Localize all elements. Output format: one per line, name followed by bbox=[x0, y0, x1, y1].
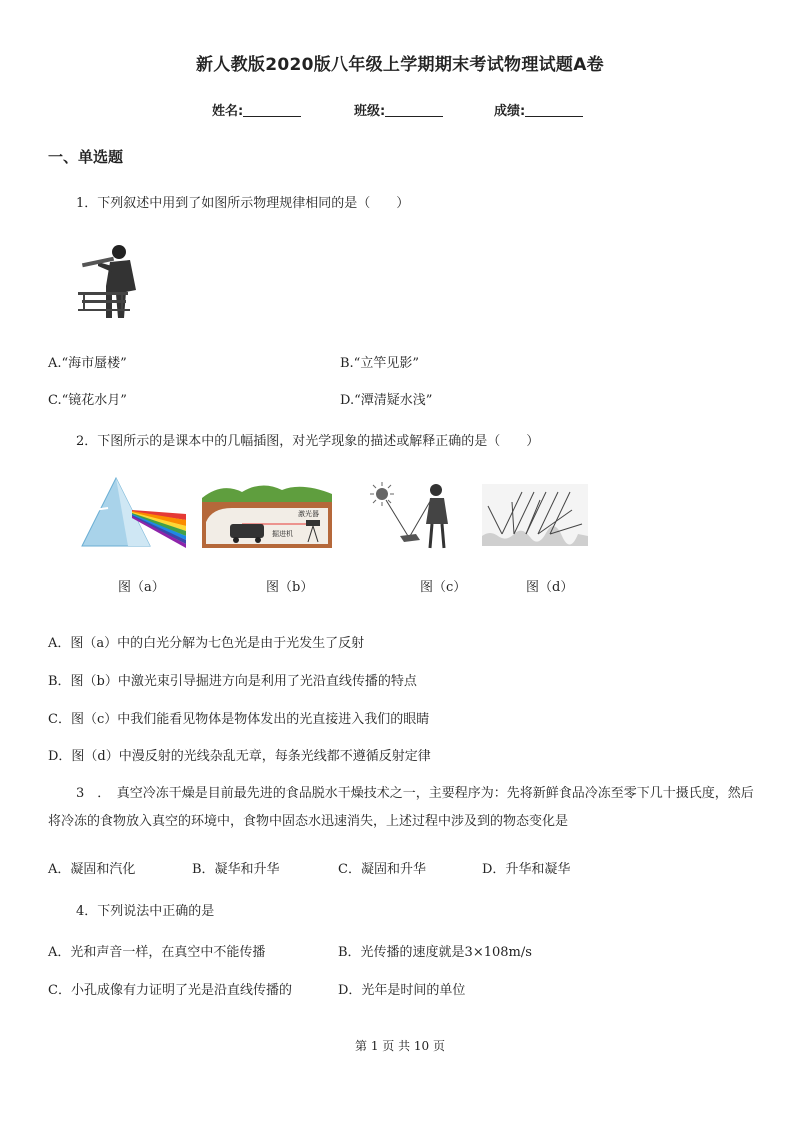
class-blank bbox=[385, 104, 443, 117]
q2-fig-b-tunnel-laser bbox=[202, 478, 332, 548]
section-heading: 一、单选题 bbox=[48, 148, 124, 166]
q3-option-c: C．凝固和升华 bbox=[338, 862, 426, 877]
q2-fig-d-diffuse-reflection bbox=[482, 484, 588, 546]
score-field bbox=[494, 100, 583, 119]
name-blank bbox=[243, 104, 301, 117]
q4-option-b: B．光传播的速度就是3×108m/s bbox=[338, 945, 532, 960]
q2-stem: 2．下图所示的是课本中的几幅插图，对光学现象的描述或解释正确的是（ ） bbox=[76, 434, 540, 449]
q2-option-a: A．图（a）中的白光分解为七色光是由于光发生了反射 bbox=[48, 636, 365, 651]
q1-option-a: A.“海市蜃楼” bbox=[48, 356, 127, 371]
score-blank bbox=[525, 104, 583, 117]
q2-option-b: B．图（b）中激光束引导掘进方向是利用了光沿直线传播的特点 bbox=[48, 674, 417, 689]
q2-fig-a-label: 图（a） bbox=[118, 580, 165, 595]
q3-stem: 3 ． 真空冷冻干燥是目前最先进的食品脱水干燥技术之一，主要程序为：先将新鲜食品冷冻至零下几十摄氏度，然后将冷冻的食物放入真空的环境中，食物中固态水迅速消失，上述过程中涉及到的物态变化是 bbox=[48, 786, 754, 829]
q2-option-c: C．图（c）中我们能看见物体是物体发出的光直接进入我们的眼睛 bbox=[48, 712, 430, 727]
q4-option-a: A．光和声音一样，在真空中不能传播 bbox=[48, 945, 266, 960]
q1-stem: 1．下列叙述中用到了如图所示物理规律相同的是（ ） bbox=[76, 196, 410, 211]
q4-option-c: C．小孔成像有力证明了光是沿直线传播的 bbox=[48, 983, 292, 998]
score-label: 成绩: bbox=[494, 104, 526, 119]
class-field bbox=[354, 100, 443, 119]
q4-option-d: D．光年是时间的单位 bbox=[338, 983, 466, 998]
q2-fig-d-label: 图（d） bbox=[526, 580, 574, 595]
class-label: 班级: bbox=[354, 104, 386, 119]
q2-option-d: D．图（d）中漫反射的光线杂乱无章，每条光线都不遵循反射定律 bbox=[48, 749, 431, 764]
q3-option-d: D．升华和凝华 bbox=[482, 862, 571, 877]
q1-option-d: D.“潭清疑水浅” bbox=[340, 393, 433, 408]
fig-b-laser-label: 激光器 bbox=[298, 510, 319, 518]
q2-fig-c-sun-reflection bbox=[368, 478, 464, 552]
q3-option-a: A．凝固和汽化 bbox=[48, 862, 136, 877]
q2-fig-b-label: 图（b） bbox=[266, 580, 314, 595]
q2-fig-c-label: 图（c） bbox=[420, 580, 467, 595]
page-title: 新人教版2020版八年级上学期期末考试物理试题A卷 bbox=[196, 55, 604, 75]
fig-b-machine-label: 掘进机 bbox=[272, 530, 293, 538]
name-field bbox=[212, 100, 301, 119]
q4-stem: 4．下列说法中正确的是 bbox=[76, 904, 215, 919]
name-label: 姓名: bbox=[212, 104, 244, 119]
q1-option-b: B.“立竿见影” bbox=[340, 356, 419, 371]
q1-figure-person-tubes bbox=[76, 240, 146, 322]
q1-option-c: C.“镜花水月” bbox=[48, 393, 127, 408]
q3-option-b: B．凝华和升华 bbox=[192, 862, 280, 877]
page-footer: 第 1 页 共 10 页 bbox=[355, 1039, 445, 1053]
q2-fig-a-prism bbox=[80, 474, 188, 550]
